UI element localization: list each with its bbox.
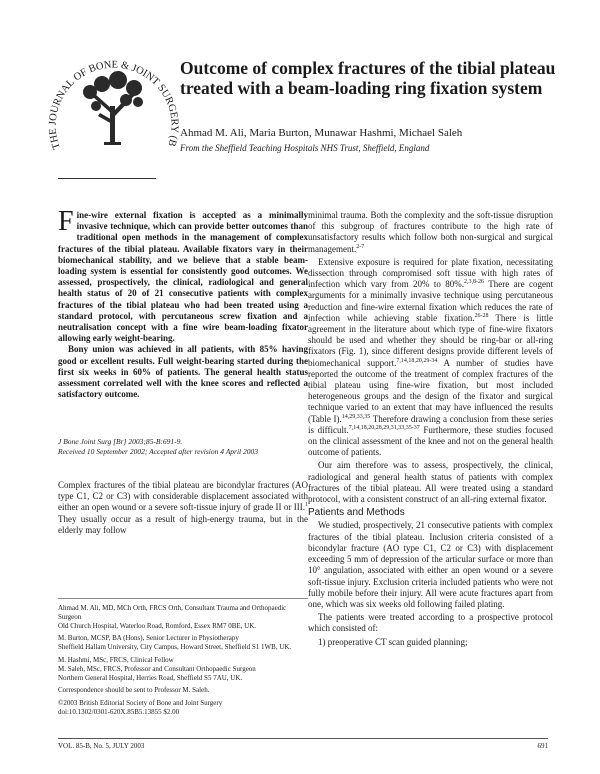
intro-text — [58, 480, 308, 536]
article-affiliation: From the Sheffield Teaching Hospitals NHS Trust, Sheffield, England — [180, 143, 430, 153]
header-rule — [58, 178, 156, 179]
right-para-2e: Therefore drawing a conclusion from these series is difficult. — [308, 413, 553, 435]
citation — [58, 437, 308, 457]
right-para-2f: Furthermore, these studies focused on the clinical assessment of the knee and not on the general health outcome of patients. — [308, 424, 553, 458]
right-para-2d: A number of studies have reported the outcome of the treatment of complex fractures of the tibial plateau using fine-wire fixation, but most included heterogeneous groups and the design of the fixator and surgical technique varied to an extent that may have influenced the results (Table I). — [308, 357, 553, 424]
right-para-2a: Extensive exposure is required for plate fixation, necessitating dissection through compromised soft tissue with high rates of infection which vary from 20% to 80%. — [308, 256, 553, 290]
footnote-copyright: ©2003 British Editorial Society of Bone and Joint Surgery — [58, 699, 223, 708]
journal-volume: VOL. 85-B, No. 5, JULY 2003 — [58, 742, 145, 750]
footnote-hashmi: M. Hashmi, MSc, FRCS, Clinical Fellow — [58, 655, 174, 664]
right-para-3: Our aim therefore was to assess, prospectively, the clinical, radiological and general health status of patients with complex fractures of the tibial plateau. All were treated using a standard protocol, with a consistent construct of an all-ring external fixator. — [308, 460, 553, 505]
running-footer — [58, 742, 548, 750]
right-para-5: The patients were treated according to a prospective protocol which consisted of: — [308, 612, 553, 634]
footnote-burton: M. Burton, MCSP, BA (Hons), Senior Lecturer in Physiotherapy — [58, 634, 239, 643]
footnote-saleh-address: Northern General Hospital, Herries Road, Sheffield S5 7AU, UK. — [58, 673, 243, 682]
abstract-para-2: Bony union was achieved in all patients, with 85% having good or excellent results. Full weight-bearing started during the first six weeks in 60% of patients. The general health status assessment correlated well with the knee scores and reflected a satisfactory outcome. — [58, 344, 308, 400]
right-para-2b: There are cogent arguments for a minimally invasive technique using percutaneous reduction and fine-wire external fixation which reduces the rate of infection while achieving stable fixation. — [308, 279, 553, 323]
footnote-ali: Ahmad M. Ali, MD, MCh Orth, FRCS Orth, Consultant Trauma and Orthopaedic Surgeon — [58, 604, 287, 621]
intro-part-1: Complex fractures of the tibial plateau are bicondylar fractures (AO type C1, C2 or C3) with considerable displacement associated with either an open wound or a severe soft-tissue injury of grade II or III. — [58, 480, 308, 513]
abstract — [58, 206, 308, 400]
footer-rule — [58, 738, 548, 739]
article-title: Outcome of complex fractures of the tibial plateau treated with a beam-loading ring fixation system — [180, 58, 556, 98]
footnote-burton-address: Sheffield Hallam University, City Campus, Howard Street, Sheffield S1 1WB, UK. — [58, 643, 292, 652]
ref-sup: 2-7 — [356, 243, 365, 250]
ref-sup: 7,14,18,20,29-34 — [396, 357, 438, 364]
right-column — [308, 210, 553, 650]
journal-logo-text: THE JOURNAL OF BONE & JOINT SURGERY (B — [47, 59, 180, 151]
right-para-6: 1) preoperative CT scan guided planning; — [318, 636, 468, 647]
right-para-2c: There is little agreement in the literature about which type of fine-wire fixators should be used and whether they should be ring-bar or all-ring fixators (Fig. 1), since different designs provide different levels of biomechanical support. — [308, 312, 553, 368]
citation-line-2: Received 10 September 2002; Accepted after revision 4 April 2003 — [58, 447, 259, 456]
right-para-1: minimal trauma. Both the complexity and the soft-tissue disruption of this subgroup of fractures contribute to the high rate of unsatisfactory results which follow both non-surgical and surgical management. — [308, 210, 553, 254]
ref-sup: 7,14,18,20,28,29,31,33,35-37 — [348, 424, 420, 431]
footnote-correspondence: Correspondence should be sent to Professor M. Saleh. — [58, 686, 210, 695]
footnotes — [58, 604, 308, 721]
ref-sup: 2,3,8-26 — [464, 279, 485, 286]
footnote-doi: doi:10.1302/0301-620X.85B5.13855 $2.00 — [58, 707, 180, 716]
ref-sup: 26-28 — [474, 312, 489, 319]
abstract-para-1: ine-wire external fixation is accepted as a minimally invasive technique, which can provide better outcomes than traditional open methods in the management of complex fractures of the tibial plateau. Available fixators vary in their biomechanical stability, and we believe that a stable beam-loading system is essential for consistently good outcomes. We assessed, prospectively, the clinical, radiological and general health status of 20 of 21 consecutive patients with complex fractures of the tibial plateau who had been treated using a standard protocol, with percutaneous screw fixation and a neutralisation concept with a fine wire beam-loading fixator allowing early weight-bearing. — [58, 210, 308, 344]
section-heading: Patients and Methods — [308, 507, 405, 519]
article-authors: Ahmad M. Ali, Maria Burton, Munawar Hashmi, Michael Saleh — [180, 127, 463, 139]
journal-logo — [40, 34, 180, 174]
right-para-4: We studied, prospectively, 21 consecutive patients with complex fractures of the tibial plateau. Inclusion criteria consisted of a bicondylar fracture (AO type C1, C2 or C3) with displacement exceeding 5 mm of depression of the articular surface or more than 10° angulation, associated with either an open wound or a severe soft-tissue injury. Exclusion criteria included patients who were not fully mobile before their injury. All were acute fractures apart from one, which was six weeks old following failed plating. — [308, 520, 553, 609]
page-number: 691 — [537, 742, 548, 750]
citation-line-1: J Bone Joint Surg [Br] 2003;85-B:691-9. — [58, 437, 183, 446]
intro-part-2: They usually occur as a result of high-energy trauma, but in the elderly may follow — [58, 513, 308, 535]
tree-icon — [83, 71, 143, 145]
footnote-rule — [58, 598, 308, 599]
footnote-ali-address: Old Church Hospital, Waterloo Road, Romford, Essex RM7 0BE, UK. — [58, 621, 257, 630]
ref-sup: 1 — [305, 502, 308, 509]
journal-logo-graphic — [40, 34, 180, 174]
dropcap: F — [58, 206, 74, 237]
footnote-saleh: M. Saleh, MSc, FRCS, Professor and Consultant Orthopaedic Surgeon — [58, 664, 256, 673]
ref-sup: 14,29,33,35 — [341, 413, 371, 420]
